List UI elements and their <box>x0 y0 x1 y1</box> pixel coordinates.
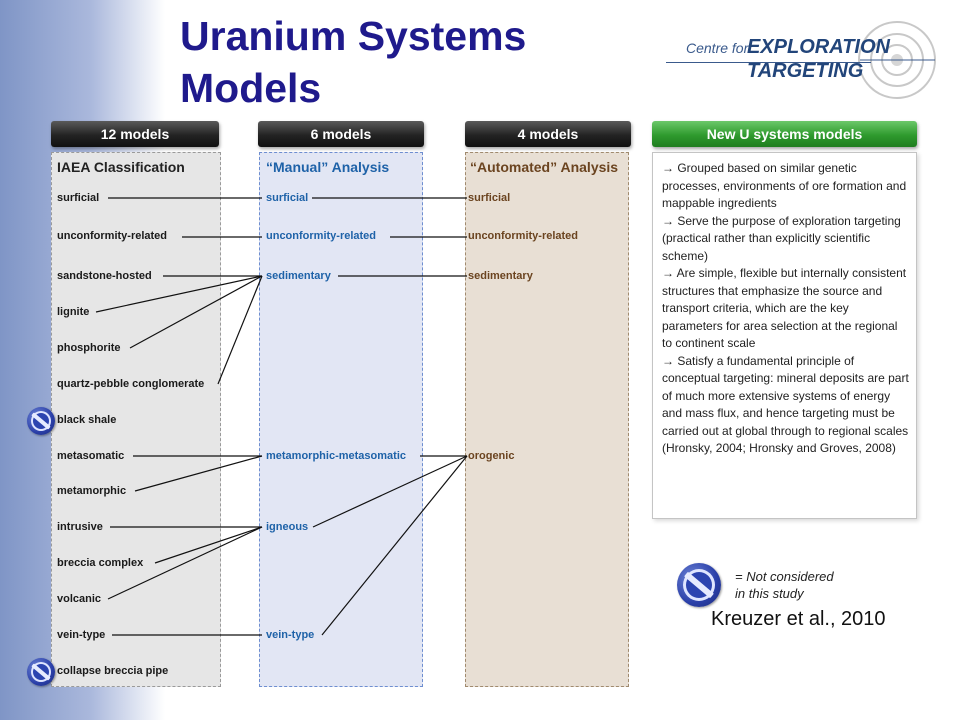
header-4-models: 4 models <box>465 121 631 147</box>
not-considered-icon <box>27 658 55 686</box>
legend-not-considered-icon <box>677 563 721 607</box>
logo-centre-for: Centre for <box>686 40 749 56</box>
arrow-right-icon: → <box>662 266 674 280</box>
header-12-models: 12 models <box>51 121 219 147</box>
note-item <box>662 353 910 458</box>
legend-line1: = Not considered <box>735 569 834 584</box>
logo-targeting: TARGETING <box>747 60 864 82</box>
logo-exploration: EXPLORATION <box>747 36 890 58</box>
auto-item-surficial: surficial <box>468 192 511 204</box>
iaea-item-phosphorite: phosphorite <box>57 342 121 354</box>
iaea-column-title: IAEA Classification <box>57 159 185 175</box>
note-text: Serve the purpose of exploration targeting (practical rather than explicitly scientific scheme) <box>662 213 901 263</box>
iaea-item-surficial: surficial <box>57 192 100 204</box>
manual-item-sedimentary: sedimentary <box>266 270 331 282</box>
iaea-item-metamorphic: metamorphic <box>57 485 127 497</box>
manual-column-title: “Manual” Analysis <box>266 159 390 175</box>
iaea-item-metasomatic: metasomatic <box>57 450 125 462</box>
notes-list <box>662 160 910 458</box>
iaea-item-lignite: lignite <box>57 306 90 318</box>
title-line2: Models <box>180 65 322 111</box>
note-item <box>662 160 910 213</box>
iaea-item-black-shale: black shale <box>57 414 117 426</box>
manual-item-igneous: igneous <box>266 521 309 533</box>
arrow-right-icon: → <box>662 213 674 228</box>
note-text: Grouped based on similar genetic processes, environments of ore formation and mappable ingredients <box>662 161 907 210</box>
auto-item-sedimentary: sedimentary <box>468 270 533 282</box>
iaea-item-quartz-pebble-conglomerate: quartz-pebble conglomerate <box>57 378 205 390</box>
note-item <box>662 265 910 353</box>
iaea-item-breccia-complex: breccia complex <box>57 557 144 569</box>
manual-item-surficial: surficial <box>266 192 309 204</box>
iaea-item-vein-type: vein-type <box>57 629 106 641</box>
auto-item-orogenic: orogenic <box>468 450 515 462</box>
note-text: Are simple, flexible but internally consistent structures that emphasize the source and transport criteria, which are the key parameters for area selection at the regional to continent scale <box>662 266 907 350</box>
manual-item-unconformity-related: unconformity-related <box>266 230 377 242</box>
citation: Kreuzer et al., 2010 <box>711 608 886 630</box>
note-text: Satisfy a fundamental principle of conceptual targeting: mineral deposits are part of much more extensive systems of energy and mass flux, and hence targeting must be carried out at global through to regional scales (Hronsky, 2004; Hronsky and Groves, 2008) <box>662 353 909 455</box>
not-considered-icon <box>27 407 55 435</box>
manual-item-metamorphic-metasomatic: metamorphic-metasomatic <box>266 450 406 462</box>
note-item <box>662 213 910 266</box>
iaea-item-volcanic: volcanic <box>57 593 102 605</box>
manual-item-vein-type: vein-type <box>266 629 315 641</box>
arrow-right-icon: → <box>662 161 674 175</box>
iaea-item-collapse-breccia-pipe: collapse breccia pipe <box>57 665 169 677</box>
iaea-item-unconformity-related: unconformity-related <box>57 230 168 242</box>
arrow-right-icon: → <box>662 353 674 368</box>
auto-item-unconformity-related: unconformity-related <box>468 230 579 242</box>
header-new-u-systems-models: New U systems models <box>652 121 917 147</box>
title-line1: Uranium Systems <box>180 13 527 59</box>
iaea-item-sandstone-hosted: sandstone-hosted <box>57 270 152 282</box>
iaea-item-intrusive: intrusive <box>57 521 103 533</box>
header-6-models: 6 models <box>258 121 424 147</box>
legend-line2: in this study <box>735 586 804 601</box>
legend-text <box>735 568 834 602</box>
automated-column-title: “Automated” Analysis <box>470 159 619 175</box>
